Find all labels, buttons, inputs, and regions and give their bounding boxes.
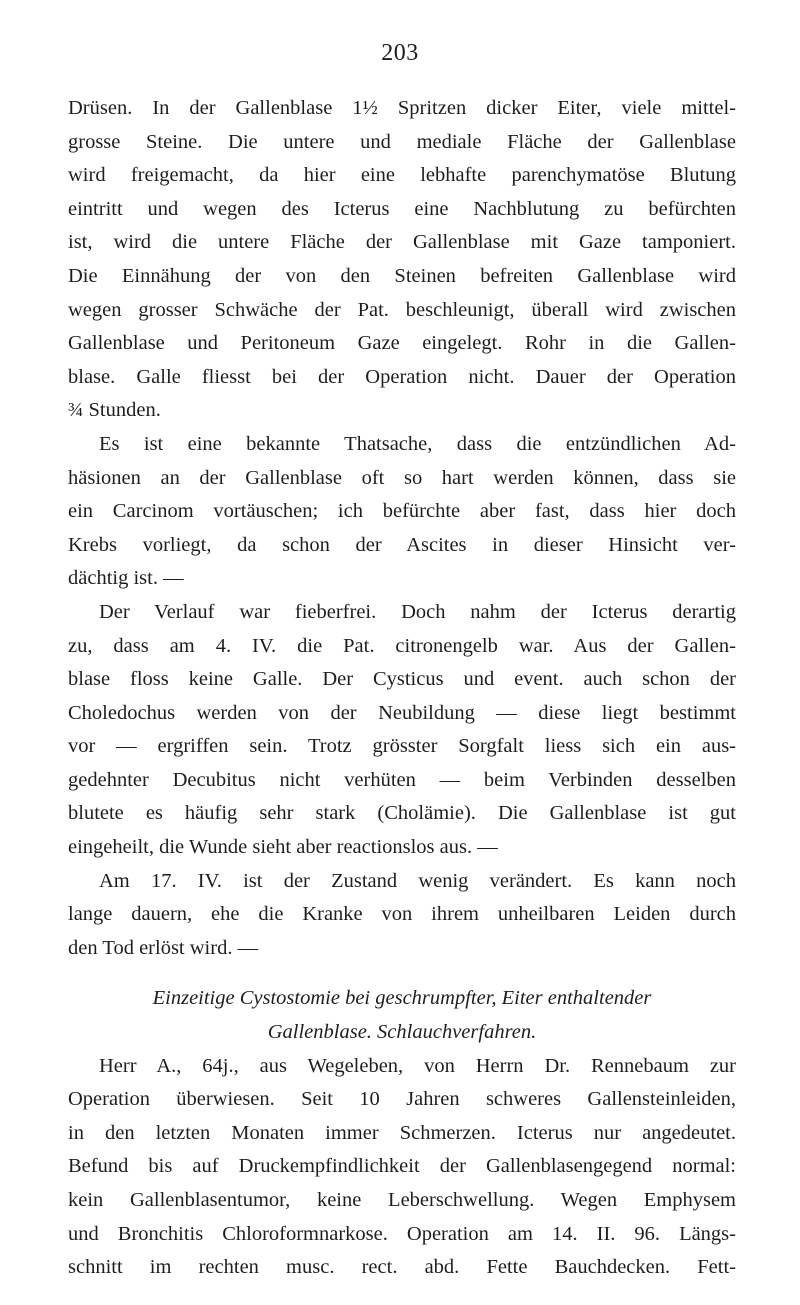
text-line: in den letzten Monaten immer Schmerzen. Icterus nur angedeutet. (68, 1121, 736, 1144)
text-line: kein Gallenblasentumor, keine Leberschwellung. Wegen Emphysem (68, 1189, 736, 1211)
spacer (68, 965, 736, 982)
text-line: häsionen an der Gallenblase oft so hart werden können, dass sie (68, 466, 736, 489)
text-line: blutete es häufig sehr stark (Cholämie). Die Gallenblase ist gut (68, 802, 736, 825)
text-line: dächtig ist. — (68, 567, 184, 590)
text-line: Am 17. IV. ist der Zustand wenig verändert. Es kann noch (99, 869, 736, 892)
text-line: ¾ Stunden. (68, 399, 161, 422)
text-line: wegen grosser Schwäche der Pat. beschleunigt, überall wird zwischen (68, 298, 736, 321)
text-line: blase floss keine Galle. Der Cysticus und event. auch schon der (68, 668, 736, 691)
text-line: Drüsen. In der Gallenblase 1½ Spritzen dicker Eiter, viele mittel- (68, 97, 736, 119)
text-line: Die Einnähung der von den Steinen befreiten Gallenblase wird (68, 264, 736, 287)
text-line: schnitt im rechten musc. rect. abd. Fette Bauchdecken. Fett- (68, 1256, 736, 1279)
heading-line: Einzeitige Cystostomie bei geschrumpfter, Eiter enthaltender (152, 987, 652, 1010)
text-line: eintritt und wegen des Icterus eine Nachblutung zu befürchten (68, 197, 736, 220)
text-line: ein Carcinom vortäuschen; ich befürchte aber fast, dass hier doch (68, 500, 736, 523)
text-line: Krebs vorliegt, da schon der Ascites in dieser Hinsicht ver- (68, 533, 736, 556)
text-line: ist, wird die untere Fläche der Gallenblase mit Gaze tamponiert. (68, 231, 736, 254)
text-line: Es ist eine bekannte Thatsache, dass die entzündlichen Ad- (99, 432, 736, 455)
text-line: und Bronchitis Chloroformnarkose. Operation am 14. II. 96. Längs- (68, 1222, 736, 1245)
text-line: eingeheilt, die Wunde sieht aber reactionslos aus. — (68, 836, 498, 859)
body-text (68, 92, 736, 1285)
text-line: wird freigemacht, da hier eine lebhafte parenchymatöse Blutung (68, 164, 736, 187)
page-number: 203 (381, 40, 419, 66)
text-line: blase. Galle fliesst bei der Operation nicht. Dauer der Operation (68, 365, 736, 388)
text-line: Herr A., 64j., aus Wegeleben, von Herrn Dr. Rennebaum zur (99, 1054, 736, 1077)
paragraph (68, 596, 736, 865)
text-line: grosse Steine. Die untere und mediale Fläche der Gallenblase (68, 130, 736, 153)
text-line: Choledochus werden von der Neubildung — diese liegt bestimmt (68, 701, 736, 724)
text-line: vor — ergriffen sein. Trotz grösster Sorgfalt liess sich ein aus- (68, 735, 736, 758)
section-heading (68, 982, 736, 1049)
text-line: Operation überwiesen. Seit 10 Jahren schweres Gallensteinleiden, (68, 1088, 736, 1111)
text-line: gedehnter Decubitus nicht verhüten — beim Verbinden desselben (68, 768, 736, 791)
heading-line: Gallenblase. Schlauchverfahren. (267, 1021, 537, 1044)
text-line: zu, dass am 4. IV. die Pat. citronengelb war. Aus der Gallen- (68, 634, 736, 657)
paragraph (68, 865, 736, 966)
text-line: Der Verlauf war fieberfrei. Doch nahm der Icterus derartig (99, 600, 736, 623)
text-line: lange dauern, ehe die Kranke von ihrem unheilbaren Leiden durch (68, 903, 736, 926)
text-line: Befund bis auf Druckempfindlichkeit der Gallenblasengegend normal: (68, 1155, 736, 1178)
paragraph (68, 1050, 736, 1285)
paragraph (68, 92, 736, 428)
text-line: Gallenblase und Peritoneum Gaze eingelegt. Rohr in die Gallen- (68, 332, 736, 355)
paragraph (68, 428, 736, 596)
text-line: den Tod erlöst wird. — (68, 936, 259, 959)
